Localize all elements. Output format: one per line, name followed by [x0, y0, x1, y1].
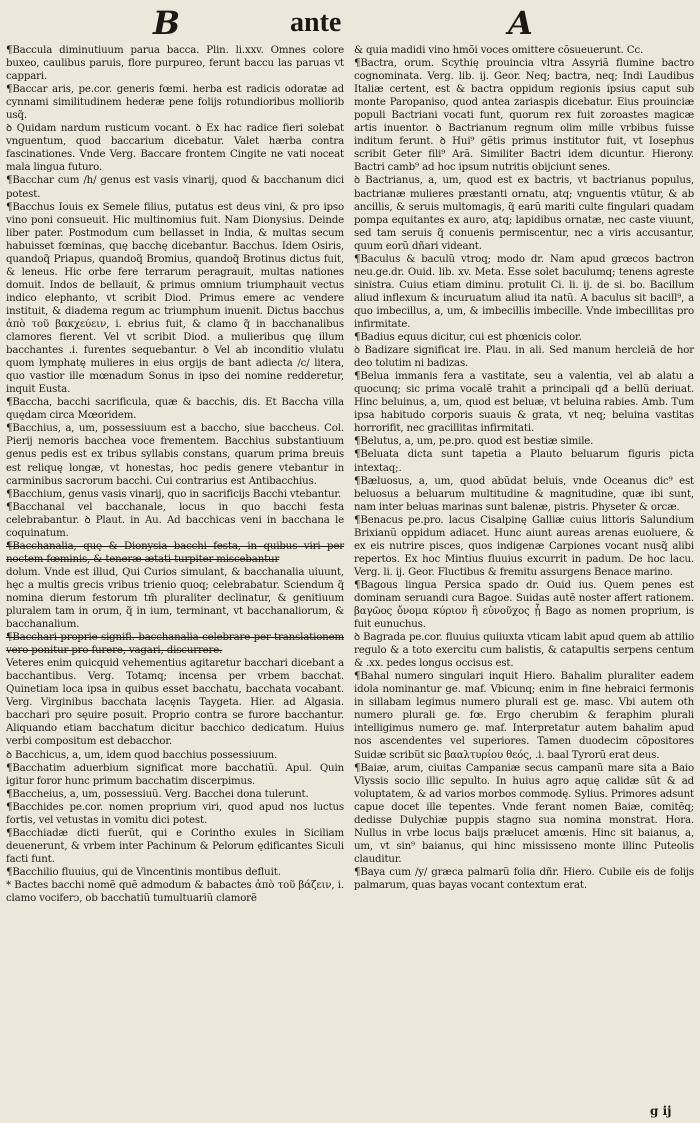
dictionary-entry: ¶Baya cum /y/ græca palmarũ folia dñr. Hiero. Cubile eis de folijs palmarum, quas bayas vocant contextum erat. [354, 866, 694, 891]
dictionary-entry: ¶Bactra, orum. Scythię prouincia vltra Assyriã flumine bactro cognominata. Verg. lib. ij. Geor. Neq; bactra, neq; Indi Laudibus Italiæ certent, est & bactra oppidum regionis ipsius caput sub monte Paropaniso, quod antea zariaspis dicebatur. Eius prouinciæ populi Bactriani vocati funt, quorum rex fuit zoroastes magicæ artis inuentor. ꝺ Bactrianum regnum olim mille vrbibus fuisse inditum ferunt. ꝺ Hui⁹ gẽtis primus institutor fuit, vt Iosephus scribit Geter fili⁹ Arã. Similiter Bactri idem dicuntur. Hierony. Bactri camb⁹ ad hoc ipsum nutritis obijciunt senes. [354, 58, 694, 174]
running-head-letter-left: B [153, 4, 181, 42]
signature-mark: g ij [650, 1104, 672, 1118]
running-head-word: ante [290, 7, 342, 38]
left-column [6, 44, 344, 905]
dictionary-entry: dolum. Vnde est illud, Qui Curios simulant, & bacchanalia uiuunt, hęc a multis grecis vribus trienio quoq; celebrabatur. Sciendum q̃ nomina dierum festorum tm̃ pluraliter declinatur, & genitiuum pluralem tam in orum, q̃ in ium, terminant, vt bacchanaliorum, & bacchanalium. [6, 566, 344, 631]
dictionary-entry: ¶Bacchiadæ dicti fuerũt, qui e Corintho exules in Siciliam deuenerunt, & vrbem inter Pachinum & Pelorum ędificantes Siculi facti funt. [6, 827, 344, 865]
dictionary-entry: ꝺ Badizare significat ire. Plau. in ali. Sed manum hercleiã de hor deo tolutim ni badizas. [354, 345, 694, 370]
dictionary-entry: ¶Beluata dicta sunt tapetia a Plauto beluarum figuris picta intextaq;. [354, 449, 694, 474]
dictionary-entry: ¶Bacchar cum /h/ genus est vasis vinarij, quod & bacchanum dici potest. [6, 175, 344, 200]
dictionary-entry: ¶Bacchilio fluuius, qui de Vincentinis montibus defluit. [6, 866, 281, 878]
dictionary-entry: ¶Baccar aris, pe.cor. generis fœmi. herba est radicis odoratæ ad cynnami similitudinem hederæ pene folijs rotundioribus molliorib usq̃. [6, 84, 344, 122]
dictionary-entry: ¶Bacchius, a, um, possessiuum est a baccho, siue baccheus. Col. Pierij nemoris bacchea voce frementem. Bacchius substantiuum genus pedis est ex tribus syllabis constans, quarum prima breuis est reliquę longæ, vt honestas, hoc pedis genere vtebantur in carminibus sacrorum bacchi. Cui contrarius est Antibacchius. [6, 423, 344, 487]
dictionary-entry: ¶Bagous lingua Persica spado dr. Ouid ius. Quem penes est dominam seruandi cura Bagoe. Suidas autẽ noster affert rationem. βαγῶος ὄνομα κύριον ἢ εὐνοῦχος ᾗ Bago as nomen proprium, is fuit eunuchus. [354, 579, 694, 631]
dictionary-entry: ¶Bacchanal vel bacchanale, locus in quo bacchi festa celebrabantur. ꝺ Plaut. in Au. Ad bacchicas veni in bacchana le coquinatum. [6, 501, 344, 539]
dictionary-entry: ¶Bacchanalia, quę & Dionysia bacchi festa, in quibus viri per noctem fœminis, & teneræ ætati turpiter miscebantur [6, 540, 344, 565]
dictionary-entry: ꝺ Bacchicus, a, um, idem quod bacchius possessiuum. [6, 749, 278, 761]
dictionary-entry: Veteres enim quicquid vehementius agitaretur bacchari dicebant a bacchantibus. Verg. Totamq; incensa per vrbem bacchat. Quinetiam loca ipsa in quibus esset bacchatu, bacchata vocabant. Verg. Virginibus bacchata lacęnis Taygeta. Hier. ad Algasia. bacchari pro sęuire posuit. Proprio contra se furore bacchantur. Aliquando etiam bacchatum dicitur bacchico dedicatum. Huius verbi compositum est debacchor. [6, 658, 344, 748]
dictionary-entry: ¶Baccheius, a, um, possessiuũ. Verg. Bacchei dona tulerunt. [6, 788, 309, 800]
dictionary-entry: ¶Baccula diminutiuum parua bacca. Plin. li.xxv. Omnes colore buxeo, caulibus paruis, flore purpureo, ferunt baccu las paruas vt cappari. [6, 45, 344, 83]
dictionary-entry: ¶Benacus pe.pro. lacus Cisalpinę Galliæ cuius littoris Salundium Brixianũ oppidum adiacet. Hunc aiunt aureas arenas euoluere, & ex eis nutrire pisces, quos indigenæ Carpiones vocant nusq̃ alibi repertos. Ex hoc Mintius fluuius excurrit in padum. De hoc lacu. Verg. li. ij. Geor. Fluctibus & fremitu assurgens Benace marino. [354, 514, 694, 578]
dictionary-entry: ꝺ Bactrianus, a, um, quod est ex bactris, vt bactrianus populus, bactrianæ mulieres præstanti ornatu, atq; vnguentis vtũtur, & ab ancillis, & seruis multomagis, q̃ earũ mariti culte fingulari quadam pompa equitantes ex auro, atq; lapidibus ornatæ, nec caste viuunt, sed tam seruis q̃ conuenis permiscentur, nec a viris accusantur, quum eorũ dñari videant. [354, 175, 694, 252]
dictionary-entry: ꝺ Bagrada pe.cor. fluuius quiiuxta vticam labit apud quem ab attilio regulo & a toto exercitu cum balistis, & catapultis serpens centum & .xx. pedes longus occisus est. [354, 632, 694, 670]
dictionary-entry: ¶Bacchides pe.cor. nomen proprium viri, quod apud nos luctus fortis, vel vetustas in vomitu dici potest. [6, 801, 344, 826]
dictionary-entry: ¶Bacchatim aduerbium significat more bacchatiũ. Apul. Quin igitur foror hunc primum bacchatim discerpimus. [6, 762, 344, 787]
dictionary-entry: ¶Badius equus dicitur, cui est phœnicis color. [354, 332, 582, 344]
dictionary-entry: ¶Bacchari proprie signifi. bacchanalia celebrare per translationem vero ponitur pro furere, vagari, discurrere. [6, 632, 344, 657]
right-column [354, 44, 694, 892]
dictionary-entry: ¶Bacchium, genus vasis vinarij, quo in sacrificijs Bacchi vtebantur. [6, 488, 342, 500]
dictionary-entry: * Bactes bacchi nomẽ quẽ admodum & babactes ἀπὸ τοῦ βάζειν, i. clamo vociferᴐ, ob bacchatiũ tumultuariũ clamorẽ [6, 880, 344, 905]
dictionary-entry: ¶Baiæ, arum, ciuitas Campaniæ secus campanũ mare sita a Baio Vlyssis socio illic sepulto. In huius agro aquę calidæ sũt & ad voluptatem, & ad varios morbos commodę. Sylius. Primores adsunt capue docet ille tepentes. Vnde ferant nomen Baiæ, comitẽq; dedisse Dulychiæ puppis stagno sua nomina monstrat. Hora. Nullus in vrbe locus baijs prælucet amœnis. Hinc sit baianus, a, um, vt sin⁹ baianus, qui hinc mississeno monte illinc Puteolis clauditur. [354, 762, 694, 865]
running-head [0, 4, 700, 48]
dictionary-entry: ꝺ Quidam nardum rusticum vocant. ꝺ Ex hac radice fieri solebat vnguentum, quod baccarium dicebatur. Valet hærba contra fascinationes. Vnde Verg. Baccare frontem Cingite ne vati noceat mala lingua futuro. [6, 123, 344, 174]
dictionary-entry: ¶Belutus, a, um, pe.pro. quod est bestiæ simile. [354, 436, 594, 448]
dictionary-entry: ¶Baculus & baculũ vtroq; modo dr. Nam apud grœcos bactron neu.ge.dr. Ouid. lib. xv. Meta. Esse solet baculumq; tenens agreste sinistra. Cuius etiam diminu. protulit Ci. li. ij. de si. bo. Bacillum aliud inflexum & incuruatum aliud ita natũ. A baculus sit bacill⁹, a quo imbecillus, a, um, & imbecillis imbecille. Vnde imbecillitas pro infirmitate. [354, 253, 694, 330]
dictionary-entry: ¶Bæluosus, a, um, quod abũdat beluis, vnde Oceanus dic⁹ est beluosus a beluarum multitudine & magnitudine, quæ ibi sunt, nam inter beluas marinas sunt balenæ, pistris. Physeter & orcæ. [354, 475, 694, 513]
dictionary-entry: ¶Bahal numero singulari inquit Hiero. Bahalim pluraliter eadem idola nominantur ge. maf. Vbicunq; enim in fine hebraici fermonis in sillabam legimus numero plurali est ge. masc. Vbi autem oth numero plurali ge. fœ. Ergo cherubim & feraphim plurali intelligimus numero ge. maf. Interpretatur autem bahalim apud nos ascendentes vel superiores. Tamen duodecim cõpositores Suidæ scribũt sic βααλτυρίου θεός, .i. baal Tyrorũ erat deus. [354, 671, 694, 761]
running-head-letter-right: A [508, 4, 533, 42]
dictionary-entry: ¶Belua immanis fera a vastitate, seu a valentia, vel ab alatu a quocunq; sic prima vocalẽ trahit a principali qđ a bellũ deriuat. Hinc beluinus, a, um, quod est beluæ, vt beluina rabies. Amb. Tum ipsa habitudo corporis suauis & grata, vt neq; beluina vastitas horrorifit, nec gracillitas infirmitati. [354, 371, 694, 435]
dictionary-entry: ¶Baccha, bacchi sacrificula, quæ & bacchis, dis. Et Baccha villa quędam circa Mœoridem. [6, 397, 344, 422]
dictionary-entry: ¶Bacchus Iouis ex Semele filius, putatus est deus vini, & pro ipso vino poni consueuit. Hic multinomius fuit. Nam Dionysius. Deinde liber pater. Postmodum cum bellasset in India, & multas secum habuisset fœminas, quę bacchę dicebantur. Bacchus. Idem Osiris, quandoq̃ Priapus, quandoq̃ Bromius, quandoq̃ Brotinus dictus fuit, & leneus. Hic orbe fere terrarum peragrauit, multas nationes domuit. Indos de bellauit, & primus omnium triumphauit vectus indico elephanto, vt scribit Diod. Primus emere ac vendere instituit, & diadema regum ac triumphum inuenit. Dictus bacchus ἀπὸ τοῦ βακχεύειν, i. ebrius fuit, & clamo q̃ in bacchanalibus clamores fierent. Vel vt scribit Diod. a mulieribus quę illum bacchantes .i. furentes sequebantur. ꝺ Vel ab inconditio vlulatu quom lymphatę mulieres in eius orgijs de bant adiecta /c/ litera, quo vastior ille mœnadum Sonus in ipso dei nomine redderetur, inquit Eusta. [6, 201, 344, 396]
dictionary-entry: & quia madidi vino hmõi voces omittere cõsueuerunt. Cc. [354, 45, 644, 56]
